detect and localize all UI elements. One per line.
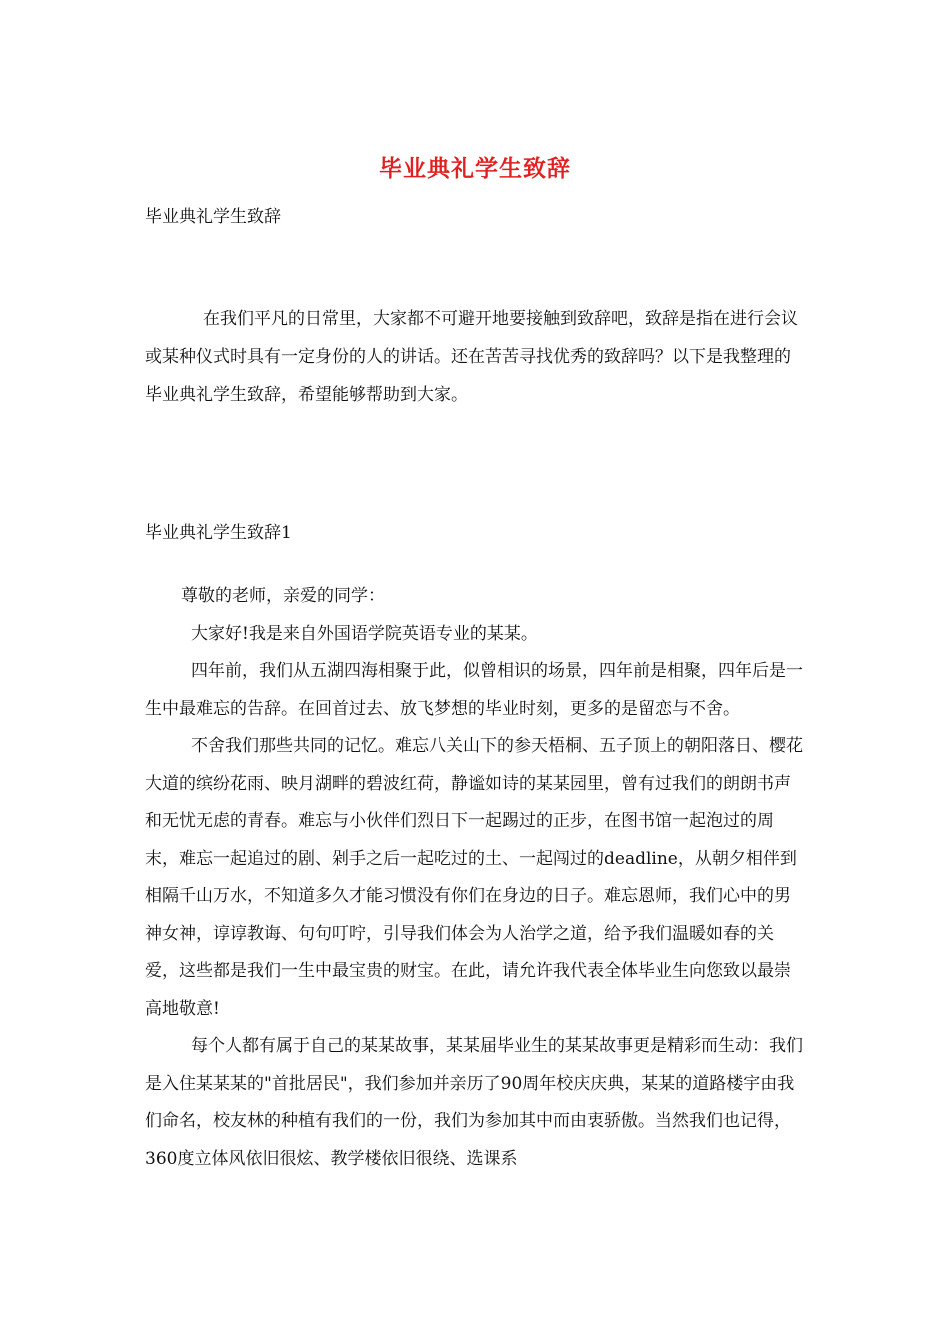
intro-paragraph: 在我们平凡的日常里，大家都不可避开地要接触到致辞吧，致辞是指在进行会议或某种仪式时具有一定身份的人的讲话。还在苦苦寻找优秀的致辞吗？以下是我整理的毕业典礼学生致辞，希望能够帮助到大家。 xyxy=(145,309,798,405)
salutation: 尊敬的老师，亲爱的同学： xyxy=(181,586,385,606)
body-paragraph: 每个人都有属于自己的某某故事，某某届毕业生的某某故事更是精彩而生动：我们是入住某某某的"首批居民"，我们参加并亲历了90周年校庆庆典，某某的道路楼宇由我们命名，校友林的种植有我们的一份，我们为参加其中而由衷骄傲。当然我们也记得，360度立体风依旧很炫、教学楼依旧很绕、选课系 xyxy=(145,1036,803,1169)
document-subtitle: 毕业典礼学生致辞 xyxy=(145,207,281,227)
section-heading: 毕业典礼学生致辞1 xyxy=(145,523,292,543)
document-title: 毕业典礼学生致辞 xyxy=(379,155,571,182)
body-paragraph: 大家好!我是来自外国语学院英语专业的某某。 xyxy=(191,623,538,644)
body-paragraph: 四年前，我们从五湖四海相聚于此，似曾相识的场景，四年前是相聚，四年后是一生中最难忘的告辞。在回首过去、放飞梦想的毕业时刻，更多的是留恋与不舍。 xyxy=(145,661,803,719)
speech-body xyxy=(145,578,805,1178)
body-paragraph: 不舍我们那些共同的记忆。难忘八关山下的参天梧桐、五子顶上的朝阳落日、樱花大道的缤纷花雨、映月湖畔的碧波红荷，静谧如诗的某某园里，曾有过我们的朗朗书声和无忧无虑的青春。难忘与小伙伴们烈日下一起踢过的正步，在图书馆一起泡过的周末，难忘一起追过的剧、剁手之后一起吃过的土、一起闯过的deadline，从朝夕相伴到相隔千山万水，不知道多久才能习惯没有你们在身边的日子。难忘恩师，我们心中的男神女神，谆谆教诲、句句叮咛，引导我们体会为人治学之道，给予我们温暖如春的关爱，这些都是我们一生中最宝贵的财宝。在此，请允许我代表全体毕业生向您致以最崇高地敬意! xyxy=(145,736,803,1019)
